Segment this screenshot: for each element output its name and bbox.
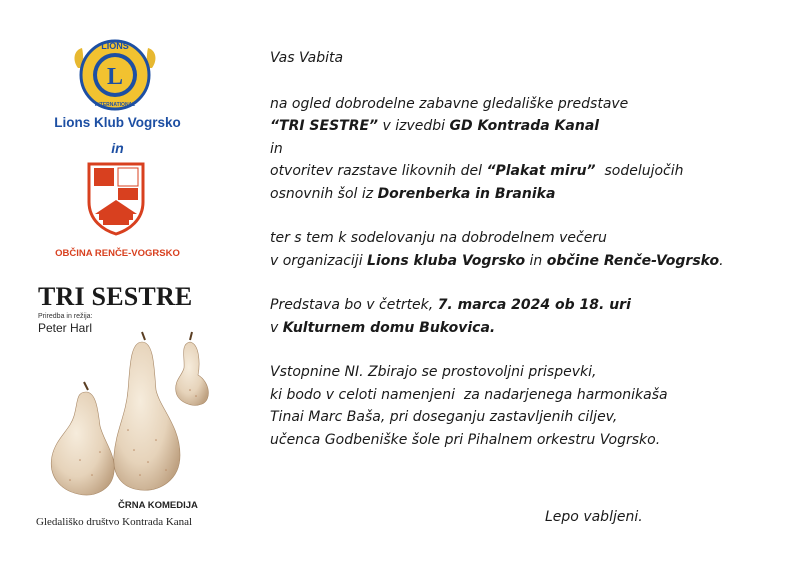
poster-title: TRI SESTRE <box>38 282 193 311</box>
svg-text:L: L <box>106 64 124 90</box>
pears-icon <box>30 330 220 500</box>
municipality-name: OBČINA RENČE-VOGRSKO <box>55 248 180 259</box>
svg-text:INTERNATIONAL: INTERNATIONAL <box>94 102 136 108</box>
paragraph-1-line-4: otvoritev razstave likovnih del “Plakat miru” sodelujočih <box>270 163 684 179</box>
paragraph-3-line-2: v Kulturnem domu Bukovica. <box>270 319 496 336</box>
invitation-text <box>270 47 790 451</box>
paragraph-1-line-1: na ogled dobrodelne zabavne gledališke predstave <box>270 95 629 112</box>
paragraph-1-line-2: “TRI SESTRE” v izvedbi GD Kontrada Kanal <box>270 118 600 134</box>
paragraph-1-line-5: osnovnih šol iz Dorenberka in Branika <box>270 185 556 202</box>
svg-text:LIONS: LIONS <box>101 41 129 51</box>
lions-logo-icon <box>70 30 160 120</box>
paragraph-4-line-1: Vstopnine NI. Zbirajo se prostovoljni prispevki, <box>270 364 597 380</box>
left-column <box>0 0 250 564</box>
poster-subtitle: Priredba in režija: <box>38 313 93 320</box>
paragraph-1-line-3: in <box>270 140 283 157</box>
paragraph-4-line-2: ki bodo v celoti namenjeni za nadarjenega harmonikaša <box>270 386 668 403</box>
conjunction-label: in <box>111 140 124 156</box>
greeting: Vas Vabita <box>270 50 344 66</box>
coat-of-arms-icon <box>87 162 145 236</box>
paragraph-3-line-1: Predstava bo v četrtek, 7. marca 2024 ob 18. uri <box>270 297 631 313</box>
poster-genre: ČRNA KOMEDIJA <box>118 500 198 511</box>
paragraph-4-line-3: Tinai Marc Baša, pri doseganju zastavljenih ciljev, <box>270 409 618 425</box>
paragraph-2-line-1: ter s tem k sodelovanju na dobrodelnem večeru <box>270 230 607 246</box>
lions-club-name: Lions Klub Vogrsko <box>54 115 181 130</box>
signoff: Lepo vabljeni. <box>545 509 643 525</box>
paragraph-2-line-2: v organizaciji Lions kluba Vogrsko in občine Renče-Vogrsko. <box>270 252 724 269</box>
poster-company: Gledališko društvo Kontrada Kanal <box>36 516 193 528</box>
poster-author: Peter Harl <box>38 321 93 335</box>
paragraph-4-line-4: učenca Godbeniške šole pri Pihalnem orkestru Vogrsko. <box>270 431 661 448</box>
